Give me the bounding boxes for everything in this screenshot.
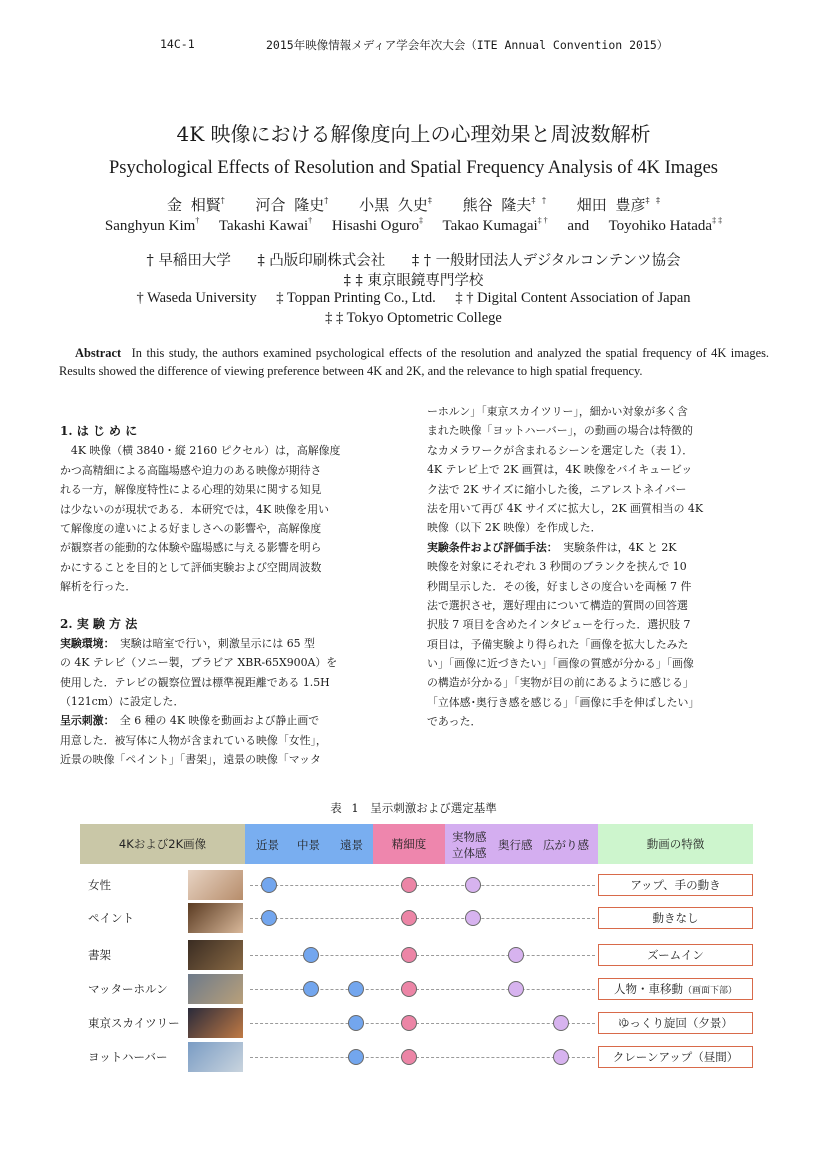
affiliation: † Waseda University (136, 290, 257, 306)
criterion-marker-detail (401, 947, 417, 963)
row-guide-line (250, 989, 595, 990)
abstract-label: Abstract (75, 346, 122, 360)
criterion-marker-detail (401, 1049, 417, 1065)
body-line: 用意した．被写体に人物が含まれている映像「女性」， (60, 733, 327, 747)
section-heading: 2. 実 験 方 法 (60, 616, 138, 631)
row-guide-line (250, 1057, 595, 1058)
body-column-left (60, 422, 400, 770)
criterion-marker-real (465, 877, 481, 893)
criterion-marker-mid (303, 981, 319, 997)
row-label: 東京スカイツリー (88, 1016, 180, 1030)
criterion-marker-spread (553, 1015, 569, 1031)
body-column-right (427, 402, 772, 732)
affiliation: ‡ ‡ 東京眼鏡専門学校 (343, 273, 484, 289)
header-features: 動画の特徴 (598, 824, 753, 864)
affiliation: ‡ † 一般財団法人デジタルコンテンツ協会 (411, 253, 681, 269)
author-en: Toyohiko Hatada‡ ‡ (608, 216, 723, 234)
header-spread: 広がり感 (543, 838, 589, 852)
paper-code: 14C-1 (160, 37, 195, 51)
body-line: 実験条件および評価手法： 実験条件は，4K と 2K (427, 540, 677, 554)
body-line: 近景の映像「ペイント」「書架」，遠景の映像「マッタ (60, 753, 321, 767)
affiliation: ‡ ‡ Tokyo Optometric College (325, 310, 502, 326)
body-line: 実験環境： 実験は暗室で行い，刺激呈示には 65 型 (60, 636, 315, 650)
title-japanese: 4K 映像における解像度向上の心理効果と周波数解析 (176, 122, 651, 146)
body-line: 使用した．テレビの観察位置は標準視距離である 1.5H (60, 675, 330, 689)
paragraph-lead: 実験環境： (60, 636, 110, 650)
header-images: 4Kおよび2K画像 (80, 824, 245, 864)
author-en: Hisashi Oguro‡ (331, 216, 423, 234)
running-header (0, 37, 827, 53)
stimulus-thumbnail (188, 870, 243, 900)
criterion-marker-depth (508, 947, 524, 963)
body-line: 解析を行った． (60, 580, 137, 594)
author-jp: 金 相賢† (166, 196, 225, 214)
criterion-marker-detail (401, 1015, 417, 1031)
row-label: ペイント (88, 911, 134, 925)
author-jp: 畑田 豊彦‡ ‡ (576, 196, 661, 214)
section-heading: 1. は じ め に (60, 424, 138, 438)
stimulus-thumbnail (188, 940, 243, 970)
author-en: Takao Kumagai‡ † (442, 216, 548, 234)
body-line: 「立体感･奥行き感を感じる」「画像に手を伸ばしたい」 (427, 695, 700, 709)
author-jp: 熊谷 隆夫‡ † (462, 196, 546, 214)
criterion-marker-near (261, 877, 277, 893)
affiliations-english (0, 290, 827, 307)
author-en: Takashi Kawai† (218, 216, 313, 234)
body-line: の構造が分かる」「実物が目の前にあるように感じる」 (427, 676, 694, 690)
feature-box: ゆっくり旋回（夕景） (598, 1012, 753, 1034)
row-label: 書架 (88, 948, 111, 962)
criterion-marker-spread (553, 1049, 569, 1065)
stimulus-table (80, 824, 753, 1080)
criterion-marker-mid (303, 947, 319, 963)
body-line: 法で選択させ，選好理由について構造的質問の回答選 (427, 598, 688, 612)
body-line: なカメラワークが含まれるシーンを選定した（表 1）． (427, 443, 694, 457)
body-line: 項目は，予備実験より得られた「画像を拡大したみた (427, 637, 689, 651)
row-label: ヨットハーバー (88, 1050, 168, 1064)
paragraph-lead: 呈示刺激： (60, 714, 110, 728)
body-line: 呈示刺激： 全 6 種の 4K 映像を動画および静止画で (60, 714, 320, 728)
header-near: 近景 (256, 838, 279, 852)
stimulus-thumbnail (188, 1008, 243, 1038)
header-depth: 奥行感 (498, 838, 533, 852)
row-guide-line (250, 955, 595, 956)
body-line: （121cm）に設定した． (60, 695, 185, 709)
affiliations-japanese (0, 249, 827, 270)
body-line: い」「画像に近づきたい」「画像の質感が分かる」「画像 (427, 657, 694, 671)
body-line: の 4K テレビ（ソニー製，ブラビア XBR-65X900A）を (60, 656, 338, 670)
author-and: and (567, 218, 590, 234)
body-line: かつ高精細による高臨場感や迫力のある映像が期待さ (60, 463, 322, 477)
paragraph-lead: 実験条件および評価手法： (427, 540, 553, 554)
author-jp: 河合 隆史† (255, 196, 329, 214)
feature-box: ズームイン (598, 944, 753, 966)
row-label: 女性 (88, 878, 111, 892)
body-line: ーホルン」「東京スカイツリー」，細かい対象が多く含 (427, 405, 688, 418)
criterion-marker-far (348, 981, 364, 997)
criterion-marker-detail (401, 877, 417, 893)
header-real-line2: 立体感 (452, 846, 487, 860)
stimulus-thumbnail (188, 1042, 243, 1072)
header-far: 遠景 (340, 838, 363, 852)
body-line: ク法で 2K サイズに縮小した後，ニアレストネイバー (427, 482, 687, 496)
body-line: 秒間呈示した．その後，好ましさの度合いを両極 7 件 (427, 579, 692, 593)
feature-box: 人物・車移動（画面下部） (598, 978, 753, 1000)
affiliation: ‡ Toppan Printing Co., Ltd. (276, 290, 436, 306)
conference-name: 2015年映像情報メディア学会年次大会（ITE Annual Convention 2015） (266, 38, 669, 52)
criterion-marker-far (348, 1015, 364, 1031)
body-line: 択肢 7 項目を含めたインタビューを行った．選択肢 7 (427, 618, 691, 632)
criterion-marker-near (261, 910, 277, 926)
body-line: 映像（以下 2K 映像）を作成した． (427, 521, 602, 535)
body-line: 4K テレビ上で 2K 画質は，4K 映像をバイキュービッ (427, 463, 693, 477)
abstract (59, 344, 769, 380)
row-guide-line (250, 885, 595, 886)
body-line: 映像を対象にそれぞれ 3 秒間のブランクを挟んで 10 (427, 560, 687, 574)
row-guide-line (250, 1023, 595, 1024)
authors-japanese (0, 194, 827, 215)
body-line: は少ないのが現状である．本研究では，4K 映像を用い (60, 502, 330, 516)
feature-box: 動きなし (598, 907, 753, 929)
stimulus-thumbnail (188, 974, 243, 1004)
row-label: マッターホルン (88, 982, 168, 996)
criterion-marker-real (465, 910, 481, 926)
table-caption: 表 1 呈示刺激および選定基準 (330, 801, 497, 815)
body-line: であった． (427, 715, 482, 729)
abstract-text: In this study, the authors examined psychological effects of the resolution and analyzed the spatial frequency of 4K images. Results showed the difference of viewing preference between 4K and 2K, and the relevance to high spatial frequency. (59, 346, 769, 378)
body-line: 4K 映像（横 3840・縦 2160 ピクセル）は，高解像度 (60, 444, 341, 458)
body-line: 法を用いて再び 4K サイズに拡大し，2K 画質相当の 4K (427, 501, 703, 515)
header-detail: 精細度 (373, 824, 445, 864)
body-line: まれた映像「ヨットハーバー」，の動画の場合は特徴的 (427, 424, 693, 438)
body-line: れる一方，解像度特性による心理的効果に関する知見 (60, 483, 322, 497)
header-real: 実物感 (452, 830, 487, 844)
header-mid: 中景 (297, 838, 320, 852)
row-guide-line (250, 918, 595, 919)
affiliation: ‡ † Digital Content Association of Japan (455, 290, 691, 306)
criterion-marker-detail (401, 981, 417, 997)
body-line: て解像度の違いによる好ましさへの影響や，高解像度 (60, 521, 322, 535)
author-jp: 小黒 久史‡ (359, 196, 432, 214)
feature-box: アップ、手の動き (598, 874, 753, 896)
author-en: Sanghyun Kim† (104, 216, 200, 234)
title-english: Psychological Effects of Resolution and Spatial Frequency Analysis of 4K Images (108, 158, 719, 178)
feature-box: クレーンアップ（昼間） (598, 1046, 753, 1068)
criterion-marker-detail (401, 910, 417, 926)
stimulus-thumbnail (188, 903, 243, 933)
criterion-marker-depth (508, 981, 524, 997)
body-line: かにすることを目的として評価実験および空間周波数 (60, 560, 322, 574)
affiliation: ‡ 凸版印刷株式会社 (257, 253, 386, 269)
affiliation: † 早稲田大学 (146, 253, 231, 269)
body-line: が観察者の能動的な体験や臨場感に与える影響を明ら (60, 541, 322, 555)
authors-english (0, 216, 827, 235)
criterion-marker-far (348, 1049, 364, 1065)
